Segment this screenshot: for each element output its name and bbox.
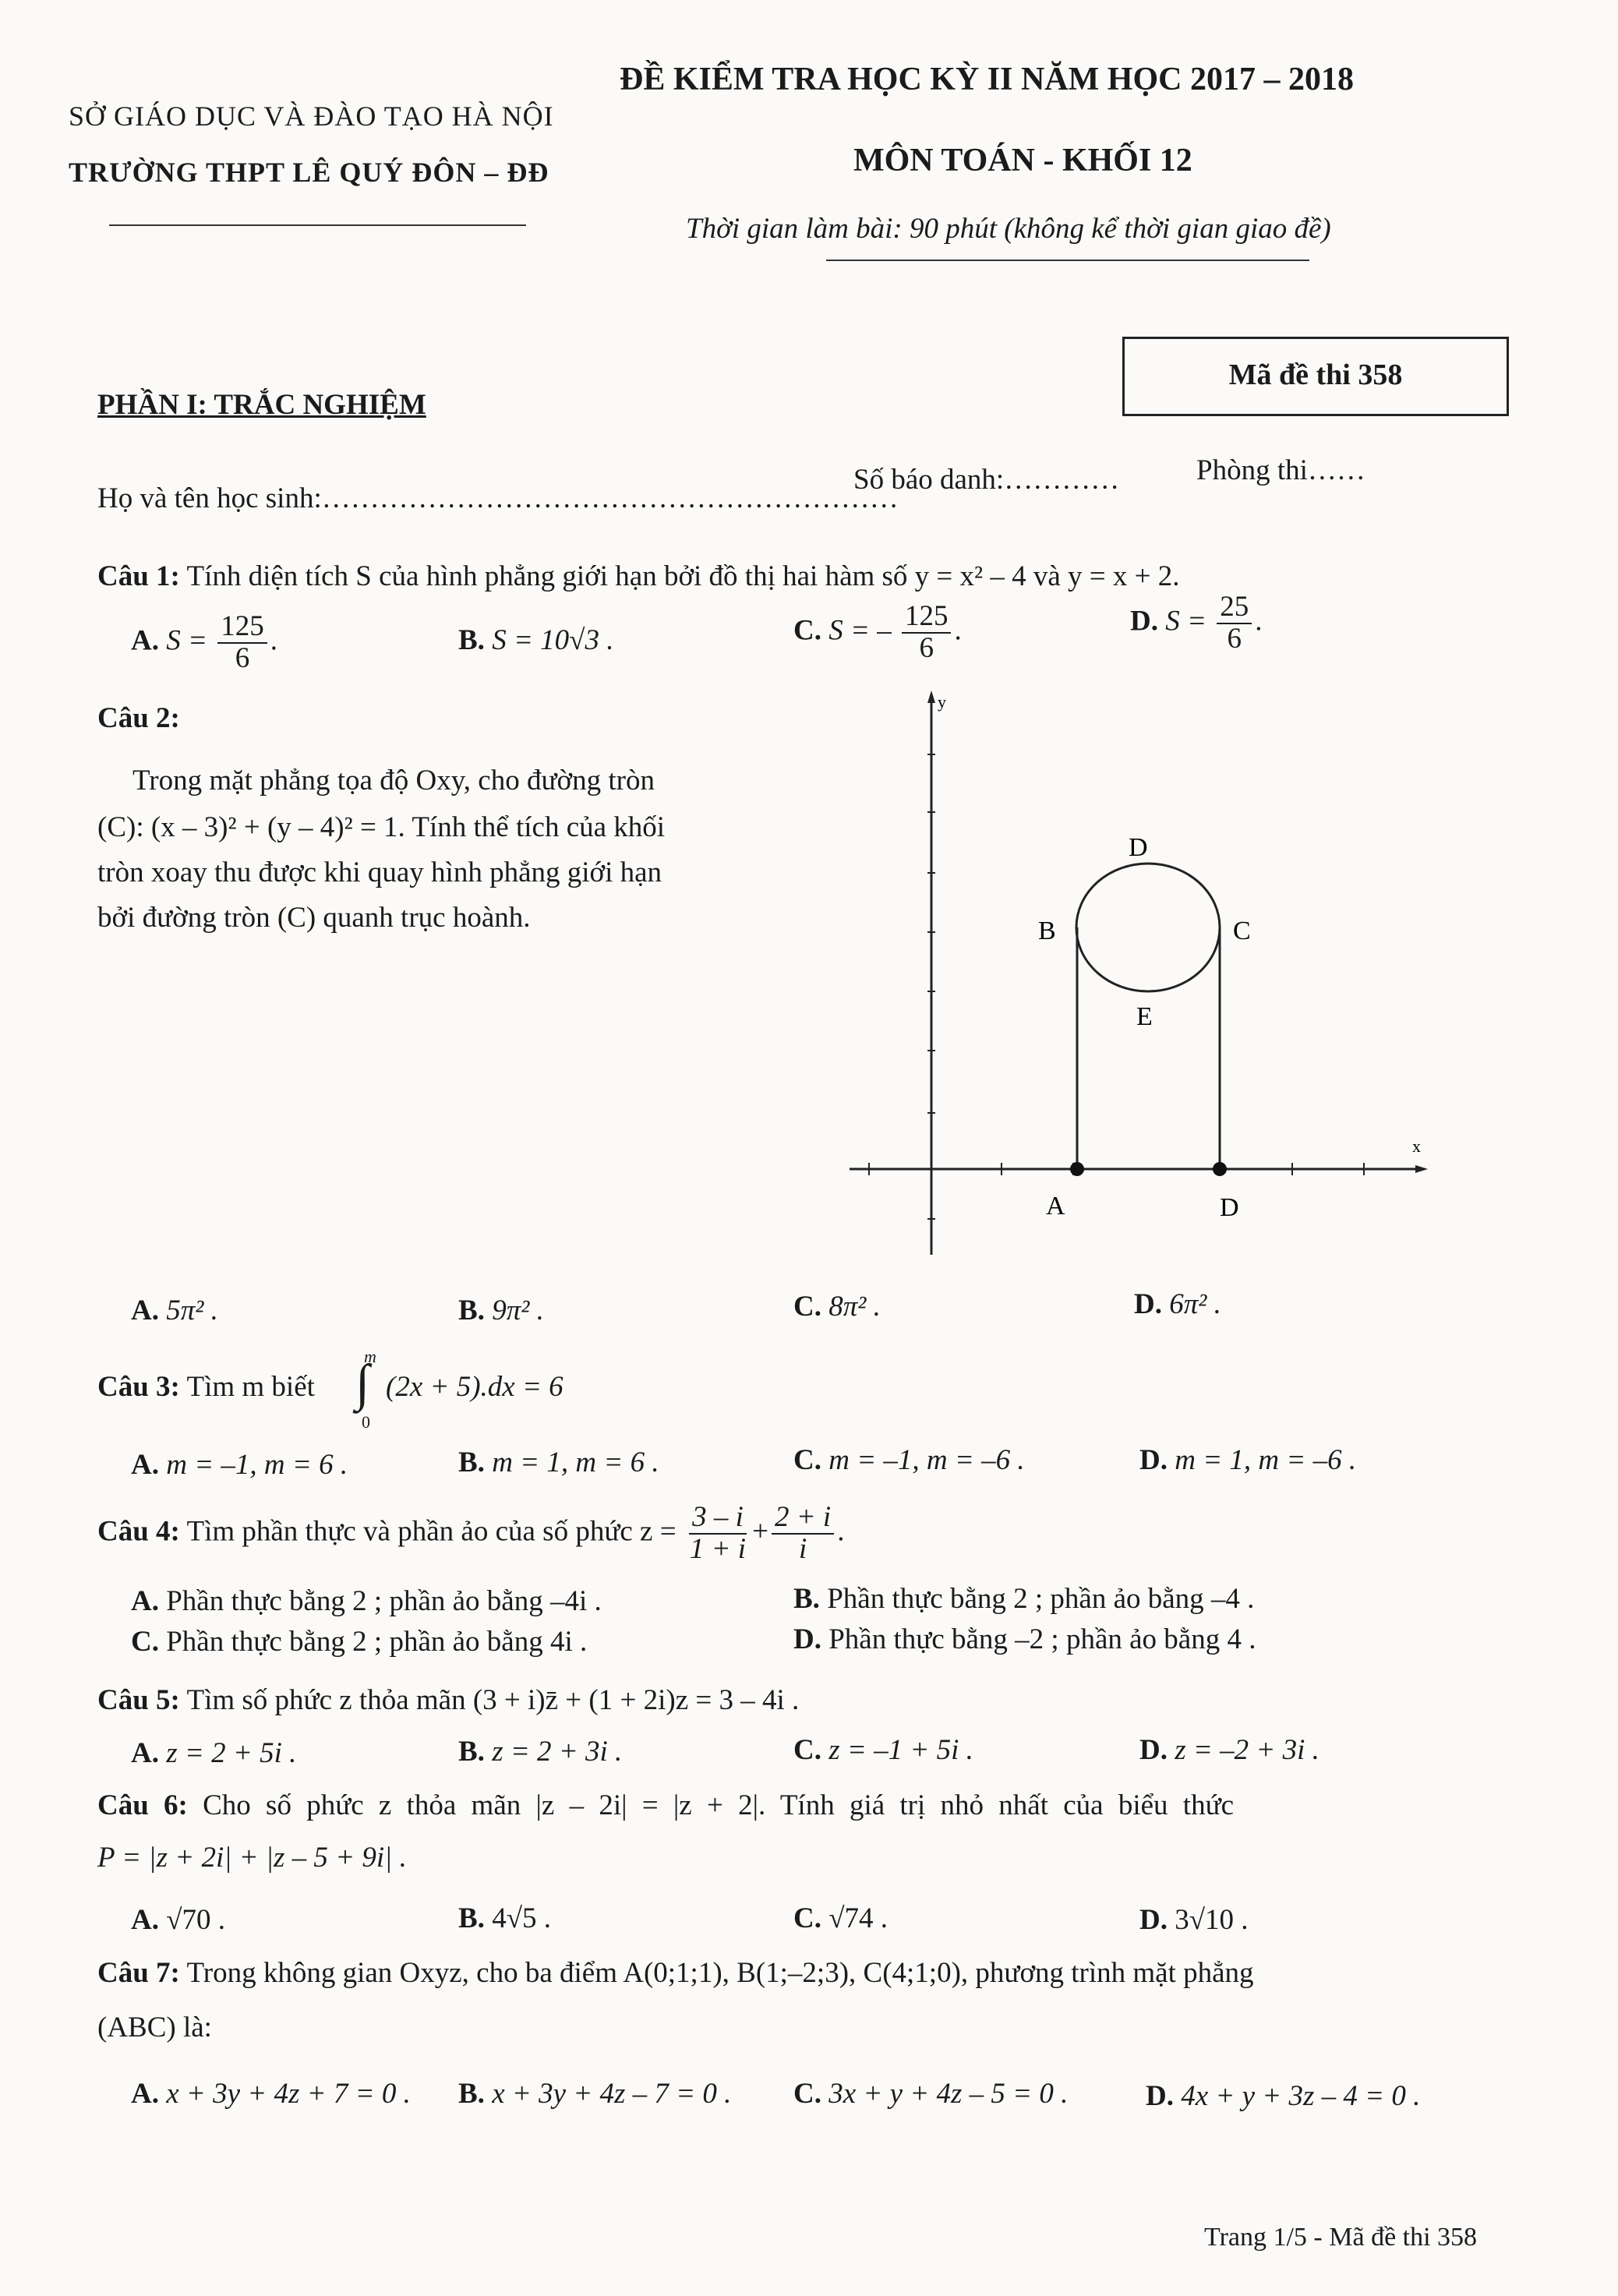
option-d[interactable]: D. 4x + y + 3z – 4 = 0 . bbox=[1146, 2080, 1421, 2112]
question-6-expression: P = |z + 2i| + |z – 5 + 9i| . bbox=[97, 1842, 407, 1874]
option-d[interactable]: D. z = –2 + 3i . bbox=[1139, 1734, 1319, 1766]
option-d[interactable]: D. 3√10 . bbox=[1139, 1904, 1249, 1936]
option-d[interactable]: D. 6π² . bbox=[1134, 1288, 1221, 1320]
exam-code: Mã đề thi 358 bbox=[1228, 359, 1403, 391]
exam-room-field[interactable]: Phòng thi…… bbox=[1196, 454, 1365, 486]
section-title: PHẦN I: TRẮC NGHIỆM bbox=[97, 389, 426, 421]
school-name: TRƯỜNG THPT LÊ QUÝ ĐÔN – ĐĐ bbox=[69, 157, 549, 188]
option-b[interactable]: B. S = 10√3 . bbox=[458, 624, 614, 656]
option-b[interactable]: B. m = 1, m = 6 . bbox=[458, 1446, 659, 1478]
header-right-divider bbox=[826, 260, 1309, 261]
question-1 bbox=[97, 560, 1180, 593]
option-a[interactable]: A. Phần thực bằng 2 ; phần ảo bằng –4i . bbox=[131, 1585, 602, 1617]
point-d-axis bbox=[1213, 1162, 1227, 1176]
question-7-line-2: (ABC) là: bbox=[97, 2012, 212, 2043]
integrand: (2x + 5).dx = 6 bbox=[386, 1371, 563, 1403]
question-2-line-4: bởi đường tròn (C) quanh trục hoành. bbox=[97, 902, 531, 934]
exam-title: ĐỀ KIỂM TRA HỌC KỲ II NĂM HỌC 2017 – 2018 bbox=[620, 62, 1354, 97]
question-2-label: Câu 2: bbox=[97, 702, 180, 734]
question-3: Câu 3: Tìm m biết bbox=[97, 1371, 315, 1403]
label-e: E bbox=[1136, 1002, 1153, 1031]
option-c[interactable]: C. 8π² . bbox=[793, 1291, 881, 1323]
option-c[interactable]: C. √74 . bbox=[793, 1902, 888, 1934]
option-a[interactable]: A. m = –1, m = 6 . bbox=[131, 1449, 348, 1481]
x-axis-arrow bbox=[1415, 1165, 1428, 1173]
student-name-field[interactable]: Họ và tên học sinh:…………………………………………………… bbox=[97, 482, 899, 514]
option-d[interactable]: D. m = 1, m = –6 . bbox=[1139, 1444, 1357, 1476]
option-c[interactable]: C. 3x + y + 4z – 5 = 0 . bbox=[793, 2078, 1069, 2110]
option-b[interactable]: B. 9π² . bbox=[458, 1295, 544, 1326]
y-axis-label: y bbox=[938, 692, 946, 712]
question-5: Câu 5: Tìm số phức z thỏa mãn (3 + i)z̄ + (1 + 2i)z = 3 – 4i . bbox=[97, 1684, 800, 1716]
question-6: Câu 6: Cho số phức z thỏa mãn |z – 2i| = |z + 2|. Tính giá trị nhỏ nhất của biểu thức bbox=[97, 1789, 1235, 1821]
option-b[interactable]: B. z = 2 + 3i . bbox=[458, 1736, 623, 1768]
option-d[interactable]: D. Phần thực bằng –2 ; phần ảo bằng 4 . bbox=[793, 1623, 1256, 1655]
point-a bbox=[1070, 1162, 1084, 1176]
question-2-line-1: Trong mặt phẳng tọa độ Oxy, cho đường tròn bbox=[132, 765, 655, 797]
integral-lower-limit: 0 bbox=[362, 1412, 370, 1432]
x-axis-label: x bbox=[1412, 1136, 1421, 1156]
student-id-field[interactable]: Số báo danh:………… bbox=[853, 464, 1120, 496]
question-4: Câu 4: Tìm phần thực và phần ảo của số phức z = $\frac{3 - i}{1 + i}$ + $\frac{2 + i}{i}$ . bbox=[97, 1501, 845, 1565]
department-name: SỞ GIÁO DỤC VÀ ĐÀO TẠO HÀ NỘI bbox=[69, 101, 554, 132]
question-label: Câu 1: bbox=[97, 560, 180, 592]
header-left-divider bbox=[109, 224, 526, 226]
integral-upper-limit: m bbox=[364, 1347, 376, 1366]
exam-subject: MÔN TOÁN - KHỐI 12 bbox=[853, 143, 1192, 178]
question-7: Câu 7: Trong không gian Oxyz, cho ba điểm A(0;1;1), B(1;–2;3), C(4;1;0), phương trình mặt phẳng bbox=[97, 1957, 1254, 1989]
option-a[interactable]: A. √70 . bbox=[131, 1904, 226, 1936]
label-d-bottom: D bbox=[1220, 1193, 1239, 1222]
option-d[interactable]: D. S = $\frac{25}{6}$ . bbox=[1130, 591, 1263, 655]
option-b[interactable]: B. 4√5 . bbox=[458, 1902, 551, 1934]
circle-c bbox=[1076, 864, 1220, 991]
circle-rotation-figure bbox=[826, 686, 1450, 1263]
question-text: Tính diện tích S của hình phẳng giới hạn bởi đồ thị hai hàm số y = x² – 4 và y = x + 2. bbox=[186, 560, 1180, 592]
label-a: A bbox=[1046, 1192, 1065, 1220]
exam-time: Thời gian làm bài: 90 phút (không kể thời gian giao đề) bbox=[686, 213, 1331, 245]
page-footer: Trang 1/5 - Mã đề thi 358 bbox=[1204, 2223, 1478, 2252]
integral-sign: ∫ bbox=[355, 1355, 370, 1411]
option-b[interactable]: B. Phần thực bằng 2 ; phần ảo bằng –4 . bbox=[793, 1583, 1255, 1615]
y-axis-arrow bbox=[927, 691, 935, 703]
option-c[interactable]: C. m = –1, m = –6 . bbox=[793, 1444, 1025, 1476]
label-b: B bbox=[1038, 917, 1056, 945]
question-2-line-3: tròn xoay thu được khi quay hình phẳng giới hạn bbox=[97, 857, 662, 888]
question-2-line-2: (C): (x – 3)² + (y – 4)² = 1. Tính thể tích của khối bbox=[97, 811, 666, 843]
exam-code-box bbox=[1122, 337, 1509, 416]
label-d-top: D bbox=[1129, 833, 1148, 862]
option-a[interactable]: A. S = $\frac{125}{6}$ . bbox=[131, 610, 277, 674]
option-c[interactable]: C. S = – $\frac{125}{6}$ . bbox=[793, 600, 962, 664]
option-a[interactable]: A. z = 2 + 5i . bbox=[131, 1737, 297, 1769]
label-c: C bbox=[1233, 917, 1251, 945]
option-c[interactable]: C. Phần thực bằng 2 ; phần ảo bằng 4i . bbox=[131, 1626, 588, 1658]
option-a[interactable]: A. 5π² . bbox=[131, 1295, 218, 1326]
option-c[interactable]: C. z = –1 + 5i . bbox=[793, 1734, 973, 1766]
option-a[interactable]: A. x + 3y + 4z + 7 = 0 . bbox=[131, 2078, 411, 2110]
option-b[interactable]: B. x + 3y + 4z – 7 = 0 . bbox=[458, 2078, 732, 2110]
